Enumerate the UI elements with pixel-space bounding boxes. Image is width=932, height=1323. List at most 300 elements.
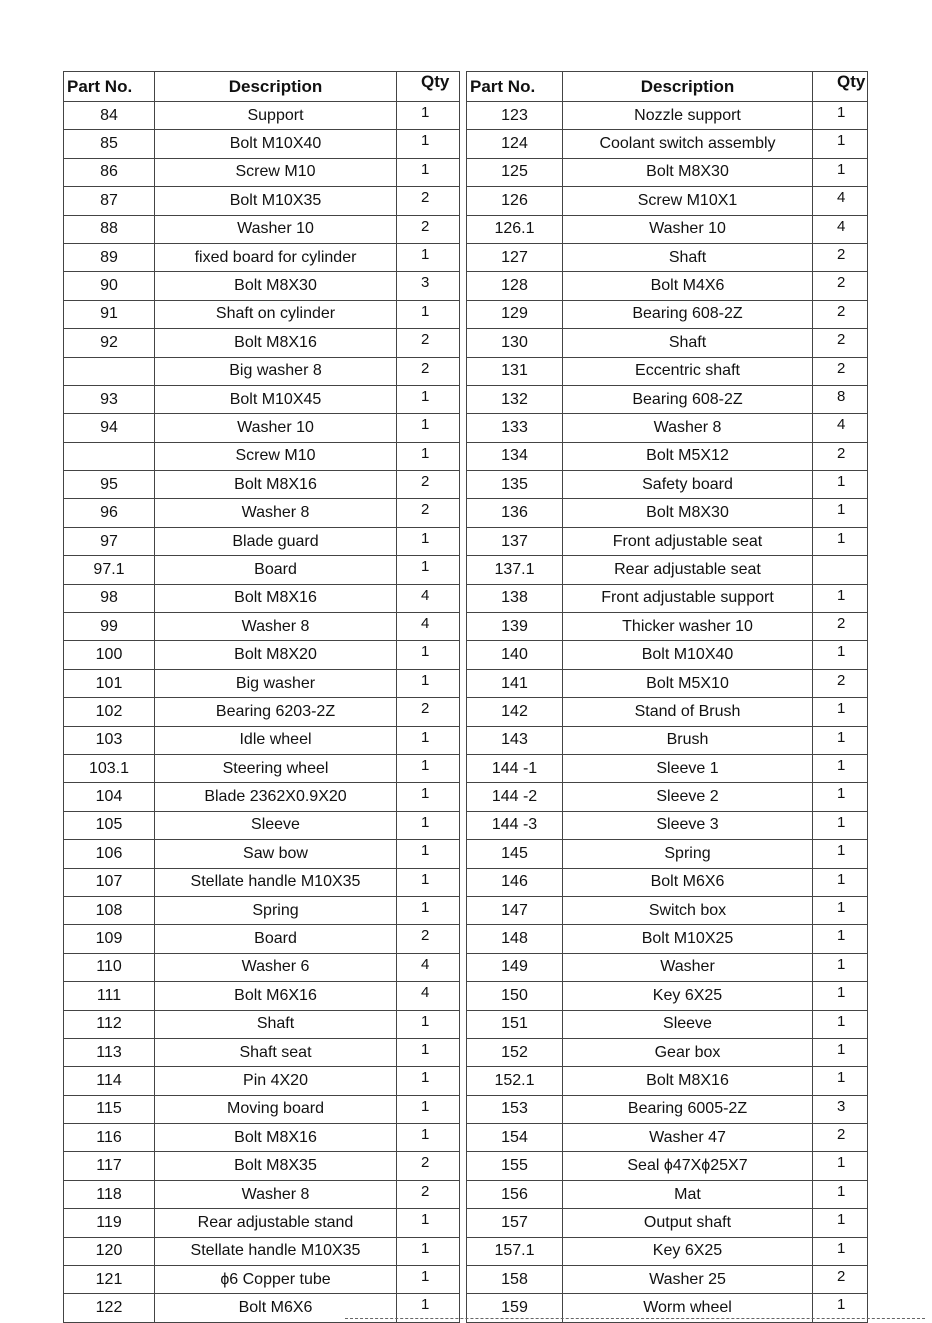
part-number-cell: 115 bbox=[64, 1095, 155, 1123]
description-cell: Stellate handle M10X35 bbox=[155, 1237, 397, 1265]
description-header: Description bbox=[155, 72, 397, 102]
part-number-cell: 137 bbox=[467, 527, 563, 555]
qty-cell: 1 bbox=[813, 130, 868, 158]
table-row bbox=[467, 158, 868, 186]
qty-header: Qty bbox=[397, 72, 460, 102]
description-cell: Bolt M8X16 bbox=[155, 329, 397, 357]
table-row bbox=[467, 329, 868, 357]
part-number-cell: 119 bbox=[64, 1209, 155, 1237]
qty-cell: 4 bbox=[397, 982, 460, 1010]
part-number-cell: 103.1 bbox=[64, 754, 155, 782]
part-number-cell: 108 bbox=[64, 896, 155, 924]
part-number-cell: 123 bbox=[467, 102, 563, 130]
table-row bbox=[64, 556, 460, 584]
qty-cell: 1 bbox=[813, 868, 868, 896]
description-cell: Sleeve 2 bbox=[563, 783, 813, 811]
qty-cell: 2 bbox=[397, 329, 460, 357]
table-row bbox=[64, 527, 460, 555]
part-number-cell: 129 bbox=[467, 300, 563, 328]
part-number-cell: 122 bbox=[64, 1294, 155, 1322]
part-number-cell: 116 bbox=[64, 1124, 155, 1152]
part-number-cell: 134 bbox=[467, 442, 563, 470]
description-cell: Brush bbox=[563, 726, 813, 754]
description-cell: Bolt M4X6 bbox=[563, 272, 813, 300]
part-number-cell: 148 bbox=[467, 925, 563, 953]
table-row bbox=[467, 1266, 868, 1294]
qty-cell: 1 bbox=[397, 1294, 460, 1322]
table-row bbox=[64, 102, 460, 130]
qty-cell: 1 bbox=[813, 1010, 868, 1038]
description-cell: Washer 25 bbox=[563, 1266, 813, 1294]
part-number-cell: 133 bbox=[467, 414, 563, 442]
description-cell: Big washer 8 bbox=[155, 357, 397, 385]
part-number-cell: 89 bbox=[64, 243, 155, 271]
part-number-cell: 120 bbox=[64, 1237, 155, 1265]
qty-cell: 1 bbox=[397, 1237, 460, 1265]
qty-cell: 1 bbox=[813, 499, 868, 527]
description-cell: Washer 8 bbox=[155, 613, 397, 641]
qty-cell: 1 bbox=[813, 982, 868, 1010]
description-cell: Support bbox=[155, 102, 397, 130]
qty-cell: 1 bbox=[397, 896, 460, 924]
description-cell: Screw M10 bbox=[155, 442, 397, 470]
table-row bbox=[64, 1038, 460, 1066]
table-row bbox=[64, 272, 460, 300]
table-row bbox=[64, 1095, 460, 1123]
part-number-cell: 152 bbox=[467, 1038, 563, 1066]
description-cell: Shaft bbox=[563, 243, 813, 271]
part-number-cell bbox=[64, 442, 155, 470]
part-number-cell: 144 -2 bbox=[467, 783, 563, 811]
table-row bbox=[64, 1180, 460, 1208]
table-row bbox=[467, 1010, 868, 1038]
part-no-header: Part No. bbox=[64, 72, 155, 102]
table-row bbox=[467, 982, 868, 1010]
qty-cell: 4 bbox=[397, 613, 460, 641]
qty-cell: 4 bbox=[813, 187, 868, 215]
description-cell: Washer 6 bbox=[155, 953, 397, 981]
parts-table-right bbox=[466, 71, 868, 1323]
part-number-cell: 150 bbox=[467, 982, 563, 1010]
part-number-cell: 105 bbox=[64, 811, 155, 839]
table-row bbox=[467, 556, 868, 584]
part-number-cell: 88 bbox=[64, 215, 155, 243]
part-number-cell: 98 bbox=[64, 584, 155, 612]
part-number-cell: 127 bbox=[467, 243, 563, 271]
part-number-cell: 99 bbox=[64, 613, 155, 641]
description-cell: Washer 8 bbox=[563, 414, 813, 442]
table-row bbox=[64, 1010, 460, 1038]
qty-cell: 2 bbox=[813, 442, 868, 470]
qty-cell: 1 bbox=[813, 896, 868, 924]
qty-cell: 2 bbox=[397, 925, 460, 953]
description-cell: Seal ϕ47Xϕ25X7 bbox=[563, 1152, 813, 1180]
table-row bbox=[467, 1237, 868, 1265]
table-row bbox=[467, 272, 868, 300]
part-number-cell: 144 -3 bbox=[467, 811, 563, 839]
table-row bbox=[64, 868, 460, 896]
qty-cell: 1 bbox=[813, 1209, 868, 1237]
qty-cell: 2 bbox=[397, 215, 460, 243]
qty-cell: 1 bbox=[397, 1067, 460, 1095]
qty-cell: 1 bbox=[813, 1180, 868, 1208]
header-row bbox=[467, 72, 868, 102]
description-cell: Sleeve bbox=[155, 811, 397, 839]
description-cell: Washer bbox=[563, 953, 813, 981]
qty-cell: 1 bbox=[813, 840, 868, 868]
table-row bbox=[64, 187, 460, 215]
part-number-cell: 154 bbox=[467, 1124, 563, 1152]
part-number-cell: 126 bbox=[467, 187, 563, 215]
table-row bbox=[467, 868, 868, 896]
part-number-cell: 147 bbox=[467, 896, 563, 924]
part-number-cell: 102 bbox=[64, 698, 155, 726]
qty-cell: 1 bbox=[397, 754, 460, 782]
part-number-cell: 103 bbox=[64, 726, 155, 754]
table-row bbox=[64, 698, 460, 726]
qty-cell: 1 bbox=[813, 726, 868, 754]
table-row bbox=[467, 783, 868, 811]
description-cell: Key 6X25 bbox=[563, 982, 813, 1010]
qty-header: Qty bbox=[813, 72, 868, 102]
qty-cell: 2 bbox=[397, 357, 460, 385]
parts-list-right bbox=[467, 102, 868, 1323]
qty-cell: 1 bbox=[397, 783, 460, 811]
table-row bbox=[467, 1038, 868, 1066]
qty-cell: 1 bbox=[813, 158, 868, 186]
description-cell: Shaft bbox=[563, 329, 813, 357]
description-cell: Sleeve 1 bbox=[563, 754, 813, 782]
table-row bbox=[64, 726, 460, 754]
table-row bbox=[64, 783, 460, 811]
qty-cell: 1 bbox=[813, 1152, 868, 1180]
description-cell: fixed board for cylinder bbox=[155, 243, 397, 271]
qty-cell: 8 bbox=[813, 385, 868, 413]
description-cell: Stand of Brush bbox=[563, 698, 813, 726]
table-row bbox=[64, 1067, 460, 1095]
part-number-cell: 104 bbox=[64, 783, 155, 811]
qty-cell: 1 bbox=[397, 414, 460, 442]
description-cell: Pin 4X20 bbox=[155, 1067, 397, 1095]
qty-cell: 4 bbox=[397, 953, 460, 981]
description-cell: Bolt M8X30 bbox=[155, 272, 397, 300]
table-row bbox=[467, 953, 868, 981]
description-cell: Stellate handle M10X35 bbox=[155, 868, 397, 896]
table-row bbox=[64, 442, 460, 470]
description-cell: Washer 10 bbox=[155, 215, 397, 243]
table-row bbox=[64, 1266, 460, 1294]
part-number-cell: 138 bbox=[467, 584, 563, 612]
qty-cell: 1 bbox=[813, 1038, 868, 1066]
table-row bbox=[64, 158, 460, 186]
part-number-cell: 130 bbox=[467, 329, 563, 357]
table-row bbox=[467, 442, 868, 470]
table-row bbox=[64, 243, 460, 271]
part-number-cell: 143 bbox=[467, 726, 563, 754]
description-cell: Bolt M10X40 bbox=[155, 130, 397, 158]
description-cell: Front adjustable seat bbox=[563, 527, 813, 555]
qty-cell: 1 bbox=[813, 471, 868, 499]
table-row bbox=[64, 471, 460, 499]
description-cell: Switch box bbox=[563, 896, 813, 924]
parts-table-left bbox=[63, 71, 460, 1323]
qty-cell: 4 bbox=[397, 584, 460, 612]
description-cell: Bearing 6203-2Z bbox=[155, 698, 397, 726]
qty-cell: 1 bbox=[397, 1095, 460, 1123]
description-cell: Steering wheel bbox=[155, 754, 397, 782]
description-cell: Bearing 6005-2Z bbox=[563, 1095, 813, 1123]
qty-cell: 1 bbox=[813, 1294, 868, 1322]
part-number-cell: 153 bbox=[467, 1095, 563, 1123]
description-cell: Bolt M8X35 bbox=[155, 1152, 397, 1180]
qty-cell: 1 bbox=[813, 527, 868, 555]
description-cell: Big washer bbox=[155, 669, 397, 697]
part-number-cell: 95 bbox=[64, 471, 155, 499]
part-no-header: Part No. bbox=[467, 72, 563, 102]
part-number-cell: 94 bbox=[64, 414, 155, 442]
part-number-cell: 111 bbox=[64, 982, 155, 1010]
part-number-cell: 109 bbox=[64, 925, 155, 953]
qty-cell: 1 bbox=[397, 527, 460, 555]
part-number-cell: 132 bbox=[467, 385, 563, 413]
part-number-cell: 84 bbox=[64, 102, 155, 130]
table-row bbox=[64, 896, 460, 924]
table-row bbox=[64, 953, 460, 981]
qty-cell: 1 bbox=[813, 1237, 868, 1265]
description-cell: Mat bbox=[563, 1180, 813, 1208]
description-cell: Spring bbox=[563, 840, 813, 868]
part-number-cell: 86 bbox=[64, 158, 155, 186]
table-row bbox=[467, 754, 868, 782]
table-row bbox=[467, 669, 868, 697]
qty-cell: 2 bbox=[397, 1152, 460, 1180]
part-number-cell: 90 bbox=[64, 272, 155, 300]
qty-cell: 1 bbox=[397, 243, 460, 271]
description-cell: Blade 2362X0.9X20 bbox=[155, 783, 397, 811]
table-row bbox=[467, 1124, 868, 1152]
qty-cell: 2 bbox=[397, 698, 460, 726]
description-cell: Bolt M8X30 bbox=[563, 158, 813, 186]
table-row bbox=[467, 584, 868, 612]
qty-cell: 1 bbox=[813, 783, 868, 811]
qty-cell: 1 bbox=[397, 669, 460, 697]
description-cell: Thicker washer 10 bbox=[563, 613, 813, 641]
table-row bbox=[467, 925, 868, 953]
description-cell: Shaft bbox=[155, 1010, 397, 1038]
description-cell: ϕ6 Copper tube bbox=[155, 1266, 397, 1294]
qty-cell: 1 bbox=[397, 1038, 460, 1066]
part-number-cell: 100 bbox=[64, 641, 155, 669]
qty-cell: 3 bbox=[397, 272, 460, 300]
qty-cell: 4 bbox=[813, 414, 868, 442]
qty-cell: 1 bbox=[397, 385, 460, 413]
part-number-cell: 155 bbox=[467, 1152, 563, 1180]
qty-cell: 2 bbox=[397, 187, 460, 215]
table-row bbox=[64, 982, 460, 1010]
part-number-cell: 142 bbox=[467, 698, 563, 726]
part-number-cell: 117 bbox=[64, 1152, 155, 1180]
table-row bbox=[64, 499, 460, 527]
qty-cell: 2 bbox=[813, 1266, 868, 1294]
table-row bbox=[64, 669, 460, 697]
qty-cell: 1 bbox=[397, 1124, 460, 1152]
table-row bbox=[467, 840, 868, 868]
part-number-cell: 125 bbox=[467, 158, 563, 186]
description-cell: Eccentric shaft bbox=[563, 357, 813, 385]
part-number-cell: 159 bbox=[467, 1294, 563, 1322]
table-row bbox=[64, 1124, 460, 1152]
description-cell: Bolt M10X35 bbox=[155, 187, 397, 215]
description-cell: Bolt M5X10 bbox=[563, 669, 813, 697]
description-cell: Bolt M10X25 bbox=[563, 925, 813, 953]
table-row bbox=[467, 357, 868, 385]
qty-cell: 2 bbox=[813, 272, 868, 300]
description-cell: Nozzle support bbox=[563, 102, 813, 130]
qty-cell: 2 bbox=[397, 499, 460, 527]
qty-cell: 1 bbox=[813, 102, 868, 130]
description-cell: Blade guard bbox=[155, 527, 397, 555]
qty-cell: 1 bbox=[813, 953, 868, 981]
part-number-cell: 118 bbox=[64, 1180, 155, 1208]
qty-cell: 2 bbox=[397, 1180, 460, 1208]
qty-cell: 4 bbox=[813, 215, 868, 243]
table-row bbox=[467, 811, 868, 839]
part-number-cell: 97 bbox=[64, 527, 155, 555]
description-cell: Sleeve 3 bbox=[563, 811, 813, 839]
part-number-cell: 136 bbox=[467, 499, 563, 527]
part-number-cell: 156 bbox=[467, 1180, 563, 1208]
table-row bbox=[64, 811, 460, 839]
part-number-cell: 131 bbox=[467, 357, 563, 385]
qty-cell: 1 bbox=[397, 130, 460, 158]
description-cell: Bolt M8X16 bbox=[155, 584, 397, 612]
qty-cell: 1 bbox=[397, 300, 460, 328]
header-row bbox=[64, 72, 460, 102]
table-row bbox=[467, 102, 868, 130]
qty-cell: 1 bbox=[813, 584, 868, 612]
qty-cell: 2 bbox=[813, 357, 868, 385]
qty-cell bbox=[813, 556, 868, 584]
table-row bbox=[467, 414, 868, 442]
part-number-cell: 141 bbox=[467, 669, 563, 697]
description-cell: Worm wheel bbox=[563, 1294, 813, 1322]
description-cell: Bolt M5X12 bbox=[563, 442, 813, 470]
description-cell: Bolt M8X20 bbox=[155, 641, 397, 669]
qty-cell: 1 bbox=[813, 641, 868, 669]
description-cell: Safety board bbox=[563, 471, 813, 499]
part-number-cell: 149 bbox=[467, 953, 563, 981]
description-cell: Bolt M8X16 bbox=[563, 1067, 813, 1095]
table-row bbox=[64, 840, 460, 868]
qty-cell: 1 bbox=[397, 811, 460, 839]
part-number-cell: 145 bbox=[467, 840, 563, 868]
table-row bbox=[64, 925, 460, 953]
description-cell: Rear adjustable seat bbox=[563, 556, 813, 584]
qty-cell: 2 bbox=[813, 613, 868, 641]
part-number-cell: 87 bbox=[64, 187, 155, 215]
description-cell: Screw M10 bbox=[155, 158, 397, 186]
part-number-cell bbox=[64, 357, 155, 385]
part-number-cell: 121 bbox=[64, 1266, 155, 1294]
part-number-cell: 157.1 bbox=[467, 1237, 563, 1265]
part-number-cell: 152.1 bbox=[467, 1067, 563, 1095]
description-cell: Moving board bbox=[155, 1095, 397, 1123]
parts-list-left bbox=[64, 102, 460, 1323]
part-number-cell: 114 bbox=[64, 1067, 155, 1095]
qty-cell: 1 bbox=[397, 158, 460, 186]
description-cell: Gear box bbox=[563, 1038, 813, 1066]
qty-cell: 2 bbox=[813, 243, 868, 271]
part-number-cell: 101 bbox=[64, 669, 155, 697]
table-row bbox=[467, 1152, 868, 1180]
table-row bbox=[64, 641, 460, 669]
part-number-cell: 146 bbox=[467, 868, 563, 896]
table-row bbox=[467, 215, 868, 243]
table-row bbox=[467, 641, 868, 669]
qty-cell: 1 bbox=[397, 1209, 460, 1237]
description-cell: Washer 8 bbox=[155, 1180, 397, 1208]
table-row bbox=[467, 613, 868, 641]
description-cell: Sleeve bbox=[563, 1010, 813, 1038]
description-cell: Shaft on cylinder bbox=[155, 300, 397, 328]
qty-cell: 1 bbox=[397, 641, 460, 669]
description-cell: Bearing 608-2Z bbox=[563, 385, 813, 413]
qty-cell: 1 bbox=[397, 840, 460, 868]
part-number-cell: 92 bbox=[64, 329, 155, 357]
description-cell: Front adjustable support bbox=[563, 584, 813, 612]
qty-cell: 1 bbox=[813, 811, 868, 839]
description-cell: Key 6X25 bbox=[563, 1237, 813, 1265]
table-row bbox=[64, 1209, 460, 1237]
qty-cell: 2 bbox=[813, 1124, 868, 1152]
table-row bbox=[64, 130, 460, 158]
description-cell: Saw bow bbox=[155, 840, 397, 868]
part-number-cell: 126.1 bbox=[467, 215, 563, 243]
part-number-cell: 97.1 bbox=[64, 556, 155, 584]
table-row bbox=[467, 1067, 868, 1095]
qty-cell: 1 bbox=[397, 726, 460, 754]
qty-cell: 1 bbox=[397, 442, 460, 470]
part-number-cell: 110 bbox=[64, 953, 155, 981]
qty-cell: 2 bbox=[813, 669, 868, 697]
description-cell: Shaft seat bbox=[155, 1038, 397, 1066]
table-row bbox=[467, 527, 868, 555]
qty-cell: 1 bbox=[397, 1010, 460, 1038]
qty-cell: 1 bbox=[397, 868, 460, 896]
description-cell: Washer 8 bbox=[155, 499, 397, 527]
qty-cell: 3 bbox=[813, 1095, 868, 1123]
description-cell: Spring bbox=[155, 896, 397, 924]
table-row bbox=[64, 329, 460, 357]
part-number-cell: 139 bbox=[467, 613, 563, 641]
description-cell: Board bbox=[155, 925, 397, 953]
part-number-cell: 106 bbox=[64, 840, 155, 868]
table-row bbox=[64, 1237, 460, 1265]
table-row bbox=[467, 896, 868, 924]
description-cell: Coolant switch assembly bbox=[563, 130, 813, 158]
part-number-cell: 85 bbox=[64, 130, 155, 158]
description-cell: Bolt M10X40 bbox=[563, 641, 813, 669]
table-row bbox=[64, 357, 460, 385]
qty-cell: 1 bbox=[397, 1266, 460, 1294]
part-number-cell: 107 bbox=[64, 868, 155, 896]
description-header: Description bbox=[563, 72, 813, 102]
description-cell: Washer 47 bbox=[563, 1124, 813, 1152]
table-row bbox=[467, 1095, 868, 1123]
description-cell: Board bbox=[155, 556, 397, 584]
table-row bbox=[467, 130, 868, 158]
part-number-cell: 128 bbox=[467, 272, 563, 300]
